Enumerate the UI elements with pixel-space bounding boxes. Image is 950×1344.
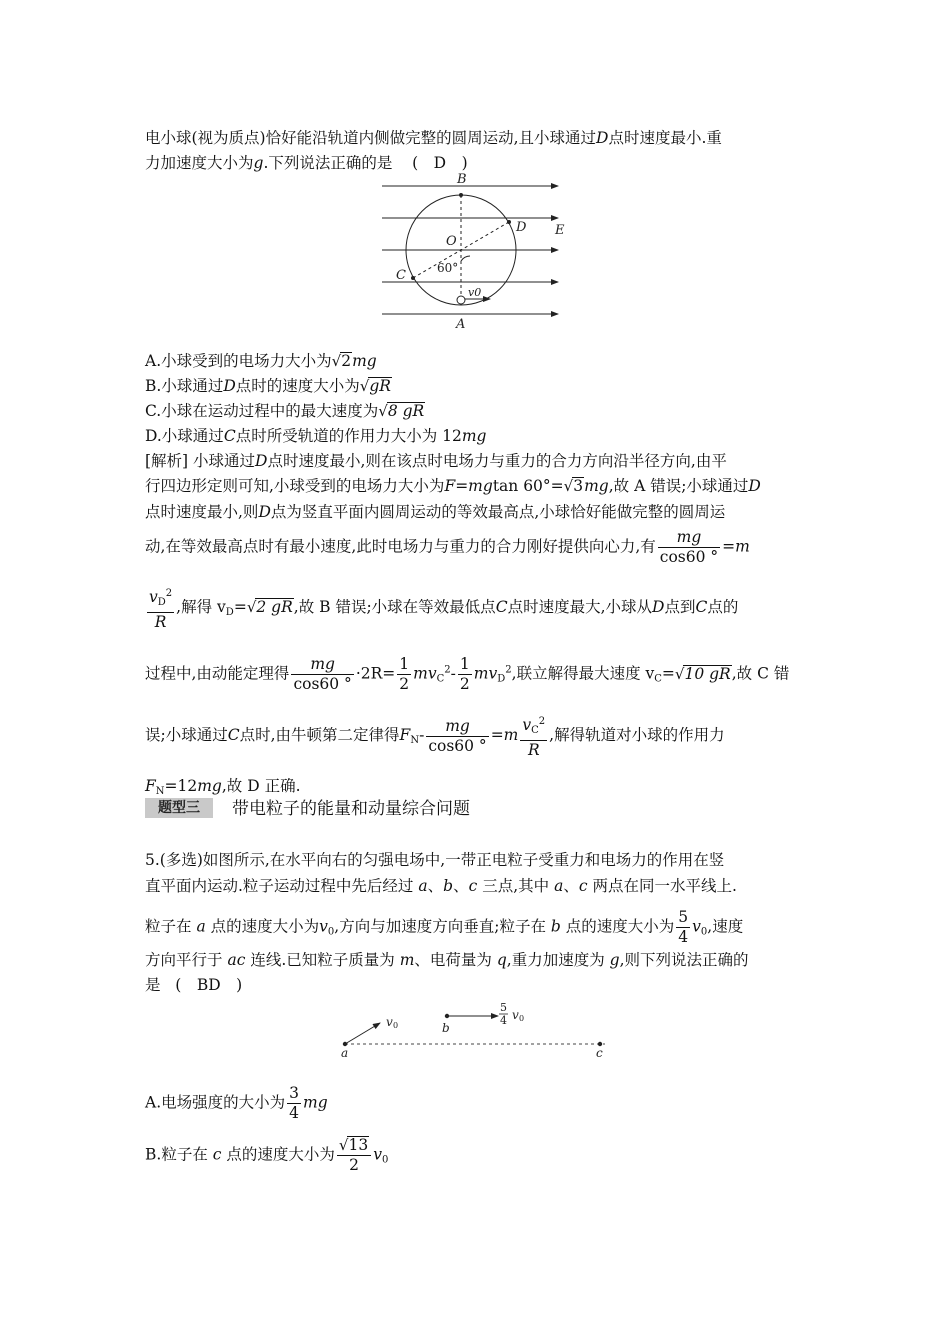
text: 、 — [563, 877, 579, 895]
text: = — [233, 598, 247, 616]
text: 点时速度最小,则在该点时电场力与重力的合力方向沿半径方向,由平 — [267, 452, 727, 470]
text: 力加速度大小为 — [145, 154, 254, 172]
text: 点时,由牛顿第二定律得 — [239, 726, 400, 744]
var-D: D — [255, 452, 268, 470]
fraction — [658, 528, 720, 567]
text: D — [225, 607, 234, 618]
var-D: D — [596, 129, 609, 147]
text: 点时的速度大小为 — [235, 377, 360, 395]
text: C.小球在运动过程中的最大速度为 — [145, 402, 379, 420]
text: 0 — [327, 926, 335, 938]
var-D: D — [652, 598, 665, 616]
text: 点到 — [664, 598, 696, 616]
q5-line1 — [145, 850, 724, 870]
text: F — [399, 726, 411, 744]
text: v — [373, 1145, 382, 1164]
numerator — [520, 712, 547, 741]
radicand: 13 — [348, 1136, 369, 1154]
var-m: m — [399, 951, 415, 969]
var-c: c — [468, 877, 478, 895]
text: .下列说法正确的是 — [263, 154, 393, 172]
text: ·2R= — [355, 664, 396, 683]
radicand: 3 — [573, 477, 584, 495]
text: 5.(多选)如图所示,在水平向右的匀强电场中,一带正电粒子受重力和电场力的作用在竖 — [145, 851, 725, 869]
numerator: 3 — [289, 1084, 299, 1102]
text: ,速度 — [707, 917, 744, 936]
numerator: mg — [426, 717, 488, 737]
numerator: 5 — [678, 908, 689, 926]
q5-line5 — [145, 975, 242, 995]
denominator: cos60 ° — [659, 548, 719, 566]
solution-line4 — [145, 528, 750, 567]
q5-option-b — [145, 1136, 388, 1175]
text: F=mg — [444, 477, 493, 495]
text: 、 — [453, 877, 469, 895]
q4-option-c — [145, 401, 425, 421]
label-b: b — [442, 1021, 450, 1035]
text: 2 — [505, 664, 512, 676]
text: 0 — [381, 1154, 389, 1166]
text: ,故 B 错误;小球在等效最低点 — [293, 598, 496, 616]
var-C: C — [223, 427, 236, 445]
solution-line6 — [145, 655, 789, 694]
text: B.小球通过 — [145, 377, 224, 395]
q4-stem-line1 — [145, 128, 722, 148]
label-c: c — [596, 1046, 603, 1060]
var-a: a — [554, 877, 564, 895]
text: A.小球受到的电场力大小为 — [145, 352, 332, 370]
text: mg — [461, 427, 487, 445]
numerator: mg — [658, 528, 720, 548]
label-D: D — [516, 220, 527, 235]
text: 点为竖直平面内圆周运动的等效最高点,小球恰好能做完整的圆周运 — [270, 503, 726, 521]
solution-line3 — [145, 502, 725, 522]
text: ,则下列说法正确的 — [619, 951, 749, 969]
var-C: C — [695, 598, 708, 616]
sqrt-sign: √ — [563, 477, 574, 495]
radicand: 8 gR — [387, 402, 425, 420]
var-D: D — [258, 503, 271, 521]
text: =12 — [164, 777, 198, 795]
text: 行四边形定则可知,小球受到的电场力大小为 — [145, 477, 445, 495]
label-four: 4 — [500, 1014, 507, 1027]
label-A: A — [456, 317, 466, 332]
var-b: b — [443, 877, 454, 895]
denominator: R — [527, 741, 540, 759]
text: 点时速度最大,小球从 — [507, 598, 652, 616]
text: mg — [303, 1093, 328, 1112]
text: D.小球通过 — [145, 427, 224, 445]
sqrt-sign: √ — [331, 352, 342, 370]
text: A.电场强度的大小为 — [145, 1093, 286, 1112]
text: 三点,其中 — [482, 877, 550, 895]
text: 点的速度大小为 — [565, 917, 675, 936]
fraction — [287, 1084, 301, 1123]
text: v — [149, 588, 158, 606]
radicand: 2 — [341, 352, 352, 370]
fraction — [676, 908, 690, 947]
label-sub0: 0 — [393, 1021, 399, 1030]
text: 直平面内运动.粒子运动过程中先后经过 — [145, 877, 414, 895]
text: 0 — [700, 926, 708, 938]
denominator: cos60 ° — [428, 736, 487, 755]
text: C — [654, 673, 662, 685]
text: = — [661, 664, 675, 683]
text: ,故 C 错 — [731, 664, 790, 683]
numerator: 1 — [399, 655, 410, 673]
text: 、电荷量为 — [414, 951, 492, 969]
text: 两点在同一水平线上. — [592, 877, 737, 895]
point-b — [445, 1014, 449, 1018]
var-c: c — [578, 877, 588, 895]
denominator: 4 — [678, 928, 689, 946]
q5-line4 — [145, 950, 749, 970]
label-a: a — [341, 1046, 349, 1060]
var-q: q — [496, 951, 507, 969]
text: ,重力加速度为 — [506, 951, 605, 969]
text: N — [155, 786, 165, 797]
var-b: b — [550, 917, 561, 936]
solution-line2 — [145, 476, 761, 496]
text: m — [413, 664, 428, 683]
text: ,联立解得最大速度 v — [511, 664, 655, 683]
text: ,故 A 错误;小球通过 — [608, 477, 749, 495]
section-title: 带电粒子的能量和动量综合问题 — [232, 799, 470, 819]
sqrt-sign: √ — [674, 664, 685, 683]
text: 动,在等效最高点时有最小速度,此时电场力与重力的合力刚好提供向心力,有 — [145, 537, 656, 556]
label-angle: 60° — [437, 261, 459, 275]
text: =m — [490, 726, 519, 744]
solution-line5 — [145, 584, 738, 632]
solution-line1 — [145, 451, 727, 471]
q5-line3 — [145, 908, 743, 947]
text: mg — [584, 477, 609, 495]
text: 、 — [427, 877, 444, 895]
label-O: O — [446, 234, 457, 249]
fraction — [291, 655, 353, 694]
text: mg — [352, 352, 377, 370]
text: v — [319, 917, 328, 936]
denominator: 2 — [459, 675, 470, 693]
text: D — [157, 597, 166, 608]
fraction — [426, 717, 488, 756]
text: 是 — [145, 976, 161, 994]
label-v0: v0 — [468, 286, 482, 299]
denominator: R — [154, 613, 167, 631]
text: 误;小球通过 — [145, 726, 228, 744]
sqrt-sign: √ — [378, 402, 388, 420]
text: ,方向与加速度方向垂直;粒子在 — [334, 917, 546, 936]
var-C: C — [495, 598, 508, 616]
fraction — [397, 655, 411, 694]
text: =m — [722, 537, 750, 556]
ball — [457, 296, 465, 304]
fraction — [337, 1136, 371, 1175]
answer-q5: ( BD ) — [175, 976, 243, 994]
text: C — [436, 673, 445, 685]
q5-line2 — [145, 876, 737, 896]
numerator — [337, 1136, 371, 1156]
text: m — [473, 664, 489, 683]
var-a: a — [196, 917, 206, 936]
denominator: 2 — [349, 1156, 359, 1174]
fraction — [147, 584, 174, 632]
particle-path-figure — [330, 990, 620, 1065]
text: 点的速度大小为 — [210, 917, 320, 936]
text: F — [145, 777, 156, 795]
text: 过程中,由动能定理得 — [145, 664, 290, 683]
text: v — [427, 664, 437, 683]
text: 点时速度最小,则 — [145, 503, 259, 521]
radicand: 10 gR — [684, 664, 731, 683]
text: v — [488, 664, 498, 683]
text: ,故 D 正确. — [221, 777, 301, 795]
q4-option-a — [145, 351, 377, 371]
q4-option-d — [145, 426, 486, 446]
v0-arrow — [345, 1023, 380, 1044]
label-E: E — [555, 223, 565, 238]
text: [解析] 小球通过 — [145, 452, 256, 470]
text: D — [497, 673, 506, 685]
var-D: D — [748, 477, 761, 495]
label-v: v — [386, 1015, 393, 1029]
var-c: c — [212, 1145, 222, 1164]
answer-q4: ( D ) — [412, 154, 468, 172]
fraction — [458, 655, 472, 694]
text: 点时速度最小.重 — [608, 129, 722, 147]
q4-option-b — [145, 376, 392, 396]
text: 粒子在 — [145, 917, 192, 936]
text: ,解得 v — [176, 598, 226, 616]
solution-line7 — [145, 712, 725, 760]
radicand: gR — [369, 377, 391, 395]
numerator: mg — [291, 655, 353, 675]
angle-arc — [461, 256, 470, 261]
text: 2 — [444, 664, 451, 676]
numerator — [147, 584, 174, 613]
radicand: 2 gR — [256, 598, 293, 616]
label-sub0: 0 — [519, 1014, 525, 1023]
text: 2 — [165, 588, 173, 599]
label-B: B — [457, 172, 467, 187]
text: - — [419, 726, 425, 744]
text: B.粒子在 — [145, 1145, 208, 1164]
circle-field-figure — [370, 168, 570, 333]
denominator: 4 — [289, 1104, 299, 1122]
denominator: cos60 ° — [293, 675, 352, 693]
text: 点的 — [707, 598, 739, 616]
label-C: C — [396, 268, 406, 283]
var-ac: ac — [227, 951, 246, 969]
text: v — [692, 917, 701, 936]
text: ,解得轨道对小球的作用力 — [549, 726, 725, 744]
text: C — [531, 725, 539, 736]
text: 连线.已知粒子质量为 — [250, 951, 395, 969]
denominator: 2 — [399, 675, 410, 693]
var-g: g — [609, 951, 620, 969]
text: - — [450, 664, 456, 683]
text: v — [522, 716, 532, 734]
var-D: D — [223, 377, 236, 395]
label-v: v — [512, 1008, 519, 1022]
sqrt-sign: √ — [246, 598, 257, 616]
q5-option-a — [145, 1084, 328, 1123]
fraction — [520, 712, 547, 760]
var-g: g — [253, 154, 264, 172]
text: 2 — [538, 716, 546, 727]
text: 电小球(视为质点)恰好能沿轨道内侧做完整的圆周运动,且小球通过 — [145, 129, 597, 147]
text: mg — [197, 777, 222, 795]
label-five: 5 — [500, 1001, 507, 1014]
section-badge: 题型三 — [145, 798, 213, 818]
text: tan 60°= — [492, 477, 564, 495]
sqrt-sign: √ — [338, 1136, 349, 1154]
text: 方向平行于 — [145, 951, 223, 969]
text: N — [410, 735, 420, 746]
numerator: 1 — [459, 655, 470, 673]
var-C: C — [227, 726, 240, 744]
text: 点时所受轨道的作用力大小为 12 — [235, 427, 462, 445]
sqrt-sign: √ — [359, 377, 370, 395]
var-a: a — [418, 877, 428, 895]
text: 点的速度大小为 — [226, 1145, 335, 1164]
